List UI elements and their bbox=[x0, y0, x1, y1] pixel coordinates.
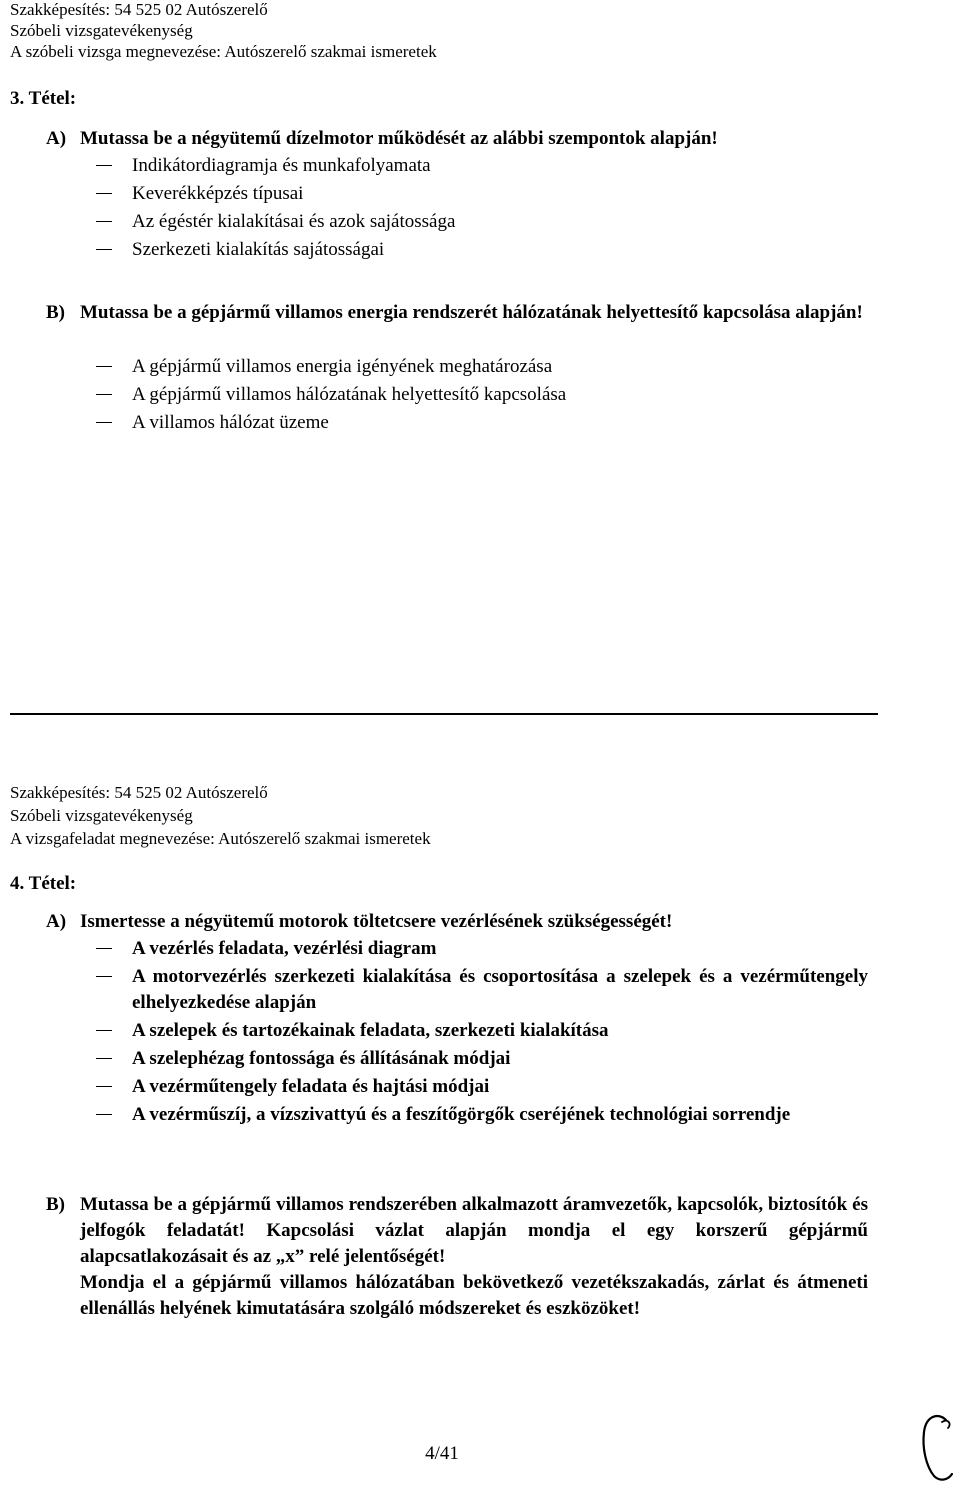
header-line-qualification: Szakképesítés: 54 525 02 Autószerelő bbox=[10, 0, 268, 19]
dash-bullet bbox=[96, 394, 112, 395]
section-a-heading bbox=[46, 909, 926, 935]
section-label: B) bbox=[46, 1194, 65, 1215]
section-text: Ismertesse a négyütemű motorok töltetcsere vezérlésének szükségességét! bbox=[80, 911, 673, 932]
list-item: Keverékképzés típusai bbox=[96, 181, 856, 207]
list-item: A villamos hálózat üzeme bbox=[96, 410, 856, 436]
dash-bullet bbox=[96, 948, 112, 949]
list-item: Szerkezeti kialakítás sajátosságai bbox=[96, 237, 856, 263]
section-text: Mutassa be a négyütemű dízelmotor működését az alábbi szempontok alapján! bbox=[80, 128, 718, 149]
dash-bullet bbox=[96, 165, 112, 166]
dash-bullet bbox=[96, 366, 112, 367]
dash-bullet bbox=[96, 221, 112, 222]
dash-bullet bbox=[96, 249, 112, 250]
header-line-exam-name: A vizsgafeladat megnevezése: Autószerelő szakmai ismeretek bbox=[10, 829, 431, 848]
tetel-title: 4. Tétel: bbox=[10, 873, 77, 894]
header-line-exam-name: A szóbeli vizsga megnevezése: Autószerelő szakmai ismeretek bbox=[10, 42, 437, 61]
list-item: Az égéstér kialakításai és azok sajátossága bbox=[96, 209, 856, 235]
list-item: A szelephézag fontossága és állításának módjai bbox=[96, 1046, 868, 1072]
section-b-heading bbox=[46, 300, 868, 326]
section-text: Mutassa be a gépjármű villamos rendszerében alkalmazott áramvezetők, kapcsolók, biztosítók és jelfogók feladatát! Kapcsolási vázlat alapján mondja el egy korszerű gépjármű alapcsatlakozásait és az „x” relé jelentőségét! bbox=[80, 1194, 868, 1267]
header-line-activity: Szóbeli vizsgatevékenység bbox=[10, 21, 193, 40]
list-item: A motorvezérlés szerkezeti kialakítása és csoportosítása a szelepek és a vezérműtengely elhelyezkedése alapján bbox=[96, 964, 868, 1016]
header-line-activity: Szóbeli vizsgatevékenység bbox=[10, 806, 193, 825]
dash-bullet bbox=[96, 1058, 112, 1059]
header-line-qualification: Szakképesítés: 54 525 02 Autószerelő bbox=[10, 783, 268, 802]
section-text-continued: Mondja el a gépjármű villamos hálózatában bekövetkező vezetékszakadás, zárlat és átmeneti ellenállás helyének kimutatására szolgáló módszereket és eszközöket! bbox=[80, 1272, 868, 1319]
dash-bullet bbox=[96, 1030, 112, 1031]
page-number: 4/41 bbox=[425, 1443, 459, 1464]
section-a-heading bbox=[46, 126, 926, 152]
section-label: B) bbox=[46, 302, 65, 323]
section-label: A) bbox=[46, 128, 67, 149]
tetel-title: 3. Tétel: bbox=[10, 88, 77, 109]
list-item: A vezérműtengely feladata és hajtási módjai bbox=[96, 1074, 868, 1100]
list-item: A gépjármű villamos hálózatának helyettesítő kapcsolása bbox=[96, 382, 856, 408]
list-item: Indikátordiagramja és munkafolyamata bbox=[96, 153, 856, 179]
list-item: A szelepek és tartozékainak feladata, szerkezeti kialakítása bbox=[96, 1018, 868, 1044]
section-label: A) bbox=[46, 911, 67, 932]
dash-bullet bbox=[96, 193, 112, 194]
dash-bullet bbox=[96, 422, 112, 423]
list-item: A vezérlés feladata, vezérlési diagram bbox=[96, 936, 868, 962]
page-separator-rule bbox=[10, 713, 878, 715]
section-text: Mutassa be a gépjármű villamos energia rendszerét hálózatának helyettesítő kapcsolása alapján! bbox=[80, 302, 863, 323]
list-item: A vezérműszíj, a vízszivattyú és a feszítőgörgők cseréjének technológiai sorrendje bbox=[96, 1102, 868, 1128]
dash-bullet bbox=[96, 1086, 112, 1087]
list-item: A gépjármű villamos energia igényének meghatározása bbox=[96, 354, 856, 380]
dash-bullet bbox=[96, 976, 112, 977]
dash-bullet bbox=[96, 1114, 112, 1115]
handwritten-signature bbox=[912, 1410, 960, 1486]
section-b-heading bbox=[46, 1192, 868, 1322]
